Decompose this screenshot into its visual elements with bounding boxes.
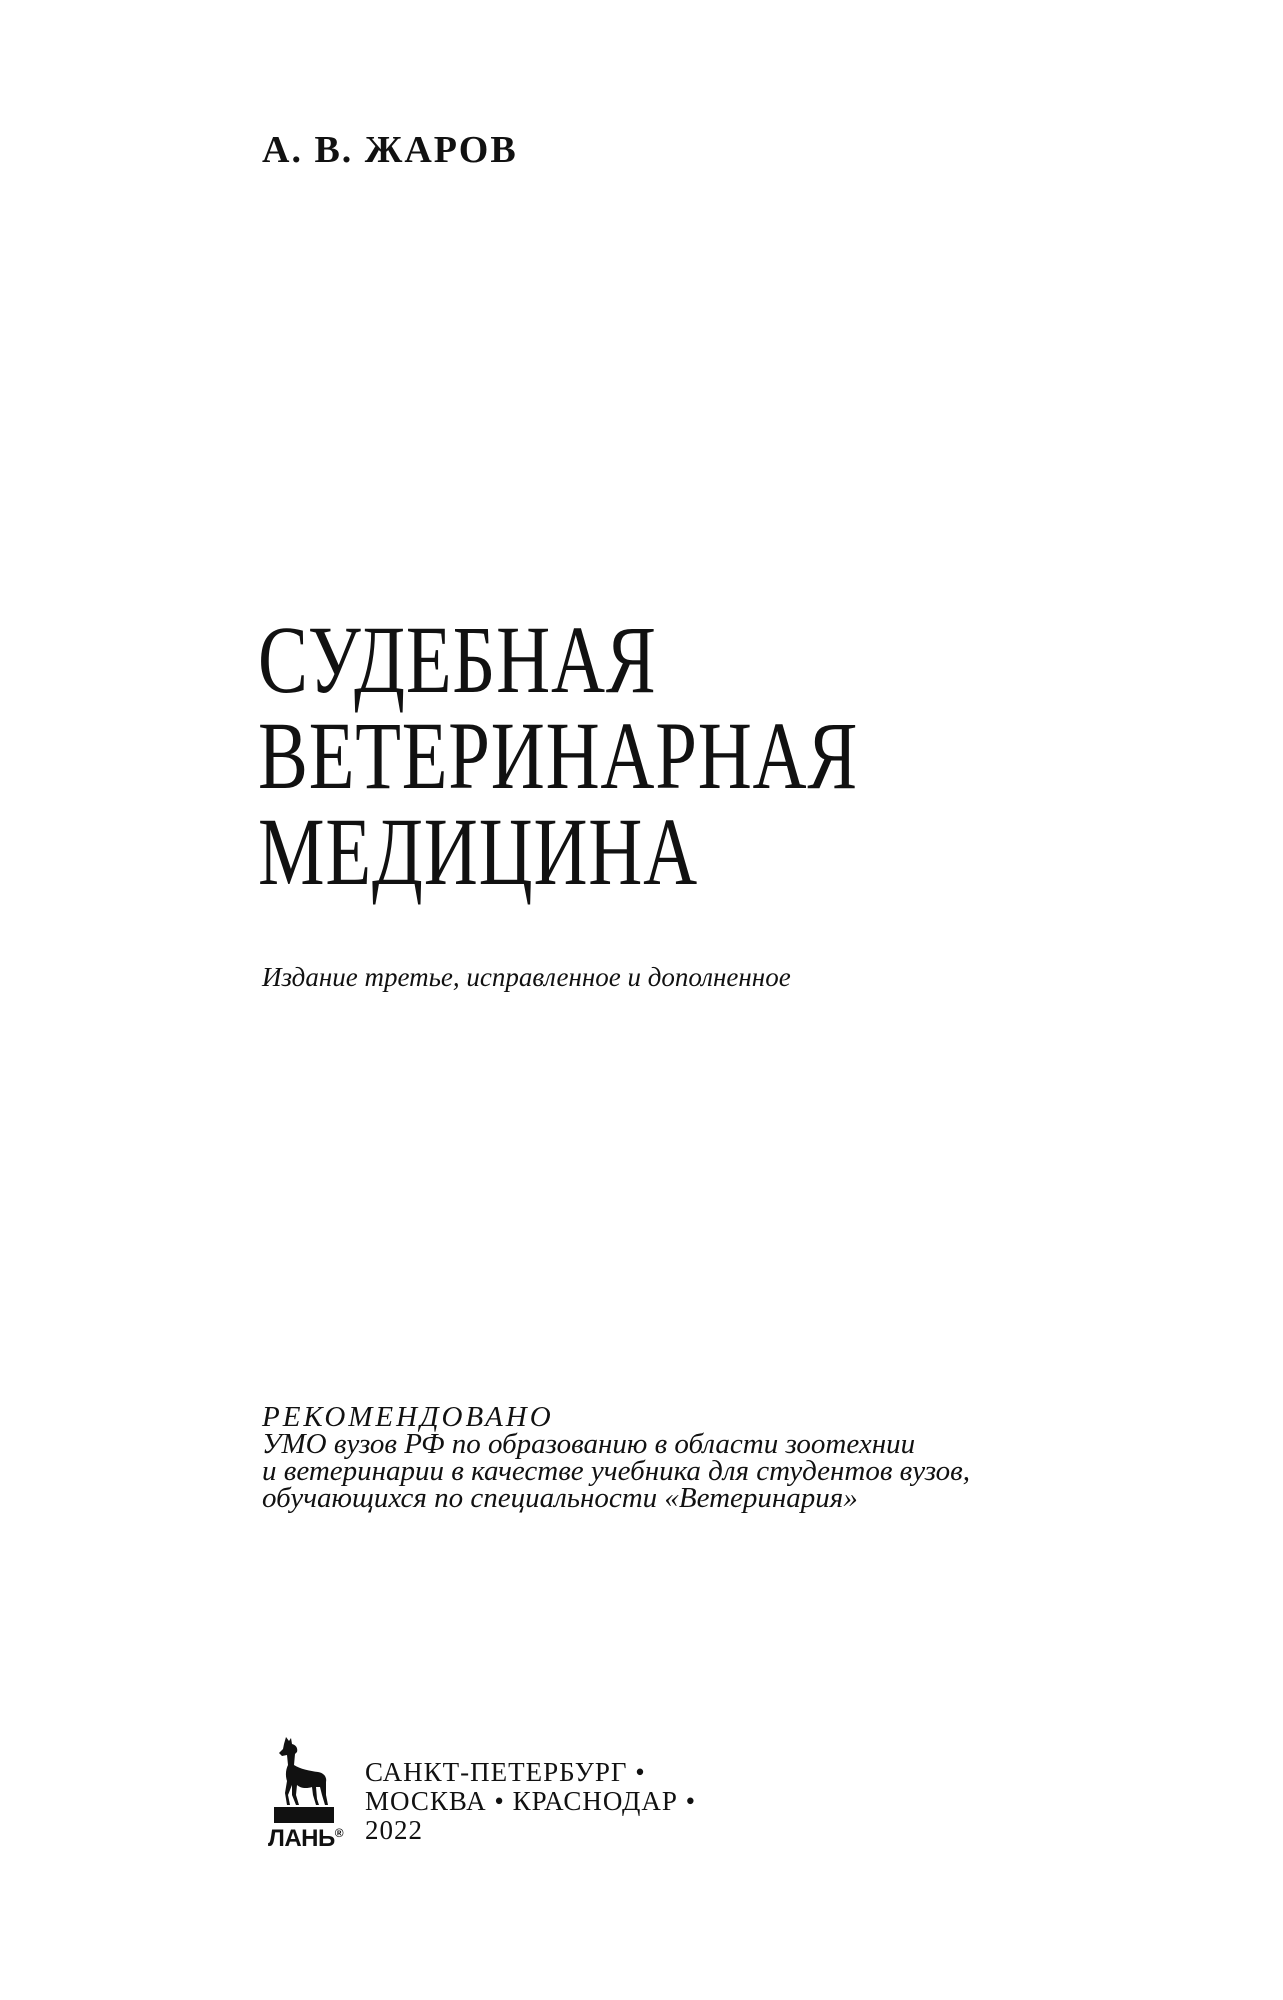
- publisher-logo-text: [268, 1825, 343, 1853]
- title-line-3: МЕДИЦИНА: [258, 798, 699, 905]
- publisher-name: ЛАНЬ: [268, 1825, 335, 1852]
- recommendation-block: [262, 1401, 971, 1514]
- recommendation-line: УМО вузов РФ по образованию в области зоотехнии: [262, 1428, 916, 1460]
- recommendation-line: обучающихся по специальности «Ветеринария»: [262, 1482, 858, 1514]
- imprint-year: 2022: [365, 1815, 423, 1845]
- imprint-block: [365, 1758, 696, 1845]
- registered-mark: ®: [334, 1826, 344, 1840]
- deer-icon: [270, 1735, 338, 1827]
- imprint-cities-line-1: САНКТ-ПЕТЕРБУРГ •: [365, 1757, 646, 1787]
- recommendation-heading: РЕКОМЕНДОВАНО: [262, 1401, 554, 1433]
- book-title: [258, 606, 1158, 905]
- recommendation-line: и ветеринарии в качестве учебника для студентов вузов,: [262, 1455, 971, 1487]
- title-line-1: СУДЕБНАЯ: [258, 606, 657, 713]
- imprint-cities-line-2: МОСКВА • КРАСНОДАР •: [365, 1786, 697, 1816]
- publisher-logo: [262, 1735, 342, 1853]
- edition-note: Издание третье, исправленное и дополненное: [262, 962, 791, 992]
- title-line-2: ВЕТЕРИНАРНАЯ: [258, 702, 859, 809]
- author-name: А. В. ЖАРОВ: [262, 129, 518, 171]
